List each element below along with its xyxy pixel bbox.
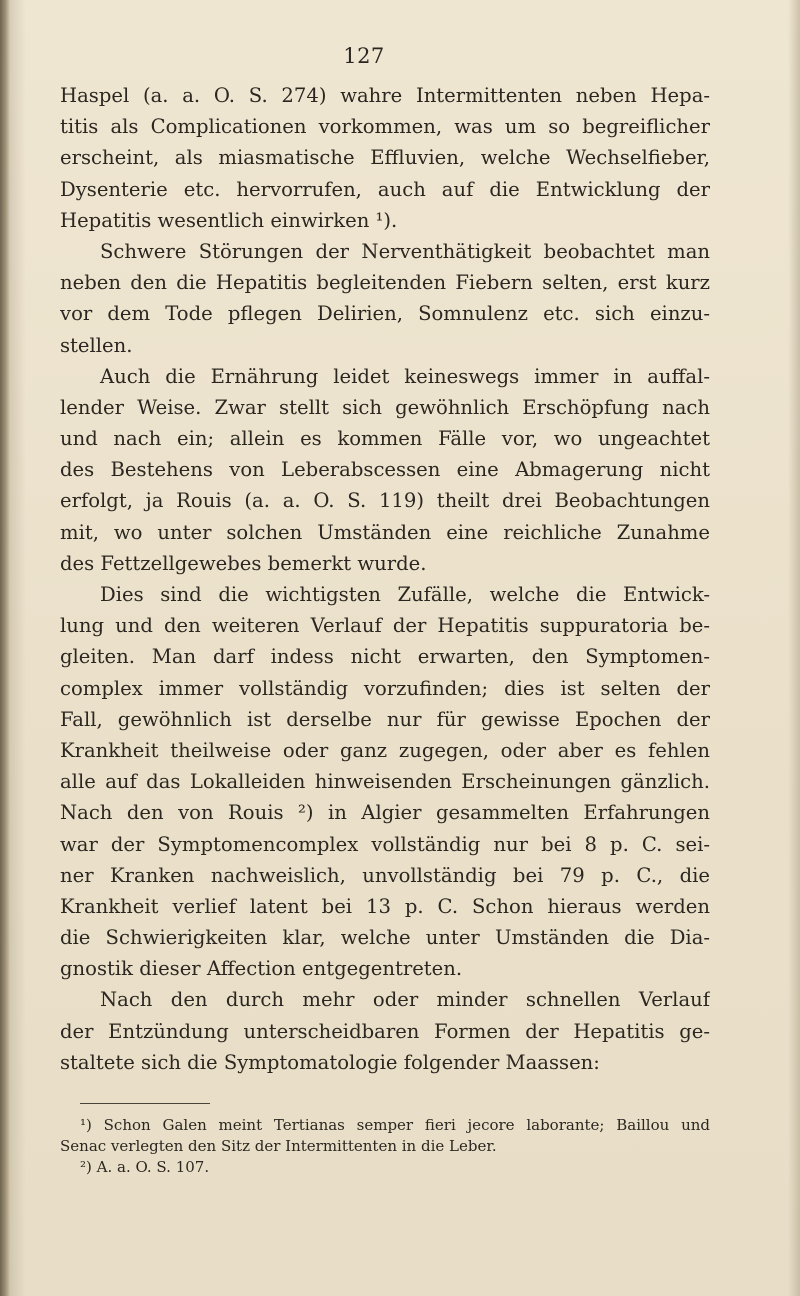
- text-line: des Fettzellgewebes bemerkt wurde.: [60, 551, 427, 575]
- text-line: gnostik dieser Affection entgegentreten.: [60, 957, 463, 981]
- text-line: gleiten. Man darf indess nicht erwarten, den Symptomen-: [60, 645, 710, 669]
- text-line: Nach den durch mehr oder minder schnellen Verlauf: [100, 988, 710, 1012]
- text-line: des Bestehens von Leberabscessen eine Abmagerung nicht: [60, 458, 710, 482]
- text-line: staltete sich die Symptomatologie folgender Maassen:: [60, 1050, 600, 1074]
- text-line: Schwere Störungen der Nerventhätigkeit beobachtet man: [100, 239, 710, 263]
- text-line: ner Kranken nachweislich, unvollständig bei 79 p. C., die: [60, 863, 710, 887]
- page-edge-shading: [788, 0, 800, 1296]
- text-line: titis als Complicationen vorkommen, was um so begreiflicher: [60, 115, 710, 139]
- text-line: lender Weise. Zwar stellt sich gewöhnlich Erschöpfung nach: [60, 395, 710, 419]
- footnote-line: Senac verlegten den Sitz der Intermittenten in die Leber.: [60, 1137, 497, 1155]
- text-line: war der Symptomencomplex vollständig nur bei 8 p. C. sei-: [60, 832, 710, 856]
- text-line: Hepatitis wesentlich einwirken ¹).: [60, 208, 398, 232]
- text-line: mit, wo unter solchen Umständen eine reichliche Zunahme: [60, 520, 710, 544]
- text-line: Fall, gewöhnlich ist derselbe nur für gewisse Epochen der: [60, 707, 710, 731]
- text-line: vor dem Tode pflegen Delirien, Somnulenz etc. sich einzu-: [60, 302, 710, 326]
- text-line: Auch die Ernährung leidet keineswegs immer in auffal-: [100, 364, 710, 388]
- text-line: die Schwierigkeiten klar, welche unter Umständen die Dia-: [60, 926, 710, 950]
- text-line: erscheint, als miasmatische Effluvien, welche Wechselfieber,: [60, 146, 710, 170]
- text-line: neben den die Hepatitis begleitenden Fiebern selten, erst kurz: [60, 271, 710, 295]
- body-text: [60, 80, 710, 1078]
- footnote-line: ²) A. a. O. S. 107.: [80, 1158, 210, 1176]
- text-line: Krankheit verlief latent bei 13 p. C. Schon hieraus werden: [60, 894, 710, 918]
- text-line: complex immer vollständig vorzufinden; dies ist selten der: [60, 676, 710, 700]
- text-line: und nach ein; allein es kommen Fälle vor, wo ungeachtet: [60, 427, 710, 451]
- text-line: der Entzündung unterscheidbaren Formen der Hepatitis ge-: [60, 1019, 710, 1043]
- text-line: Krankheit theilweise oder ganz zugegen, oder aber es fehlen: [60, 738, 710, 762]
- text-line: Nach den von Rouis ²) in Algier gesammelten Erfahrungen: [60, 801, 710, 825]
- footnotes: [60, 1115, 710, 1178]
- text-line: stellen.: [60, 333, 133, 357]
- footnote-line: ¹) Schon Galen meint Tertianas semper fieri jecore laborante; Baillou und: [80, 1116, 710, 1134]
- footnote-separator: [80, 1103, 210, 1104]
- text-line: lung und den weiteren Verlauf der Hepatitis suppuratoria be-: [60, 614, 710, 638]
- page-number: 127: [343, 44, 385, 68]
- book-spine-shadow: [0, 0, 10, 1296]
- text-line: Dysenterie etc. hervorrufen, auch auf die Entwicklung der: [60, 177, 710, 201]
- text-line: erfolgt, ja Rouis (a. a. O. S. 119) theilt drei Beobachtungen: [60, 489, 710, 513]
- text-line: Haspel (a. a. O. S. 274) wahre Intermittenten neben Hepa-: [60, 84, 710, 107]
- text-line: alle auf das Lokalleiden hinweisenden Erscheinungen gänzlich.: [60, 770, 710, 794]
- text-line: Dies sind die wichtigsten Zufälle, welche die Entwick-: [100, 583, 710, 606]
